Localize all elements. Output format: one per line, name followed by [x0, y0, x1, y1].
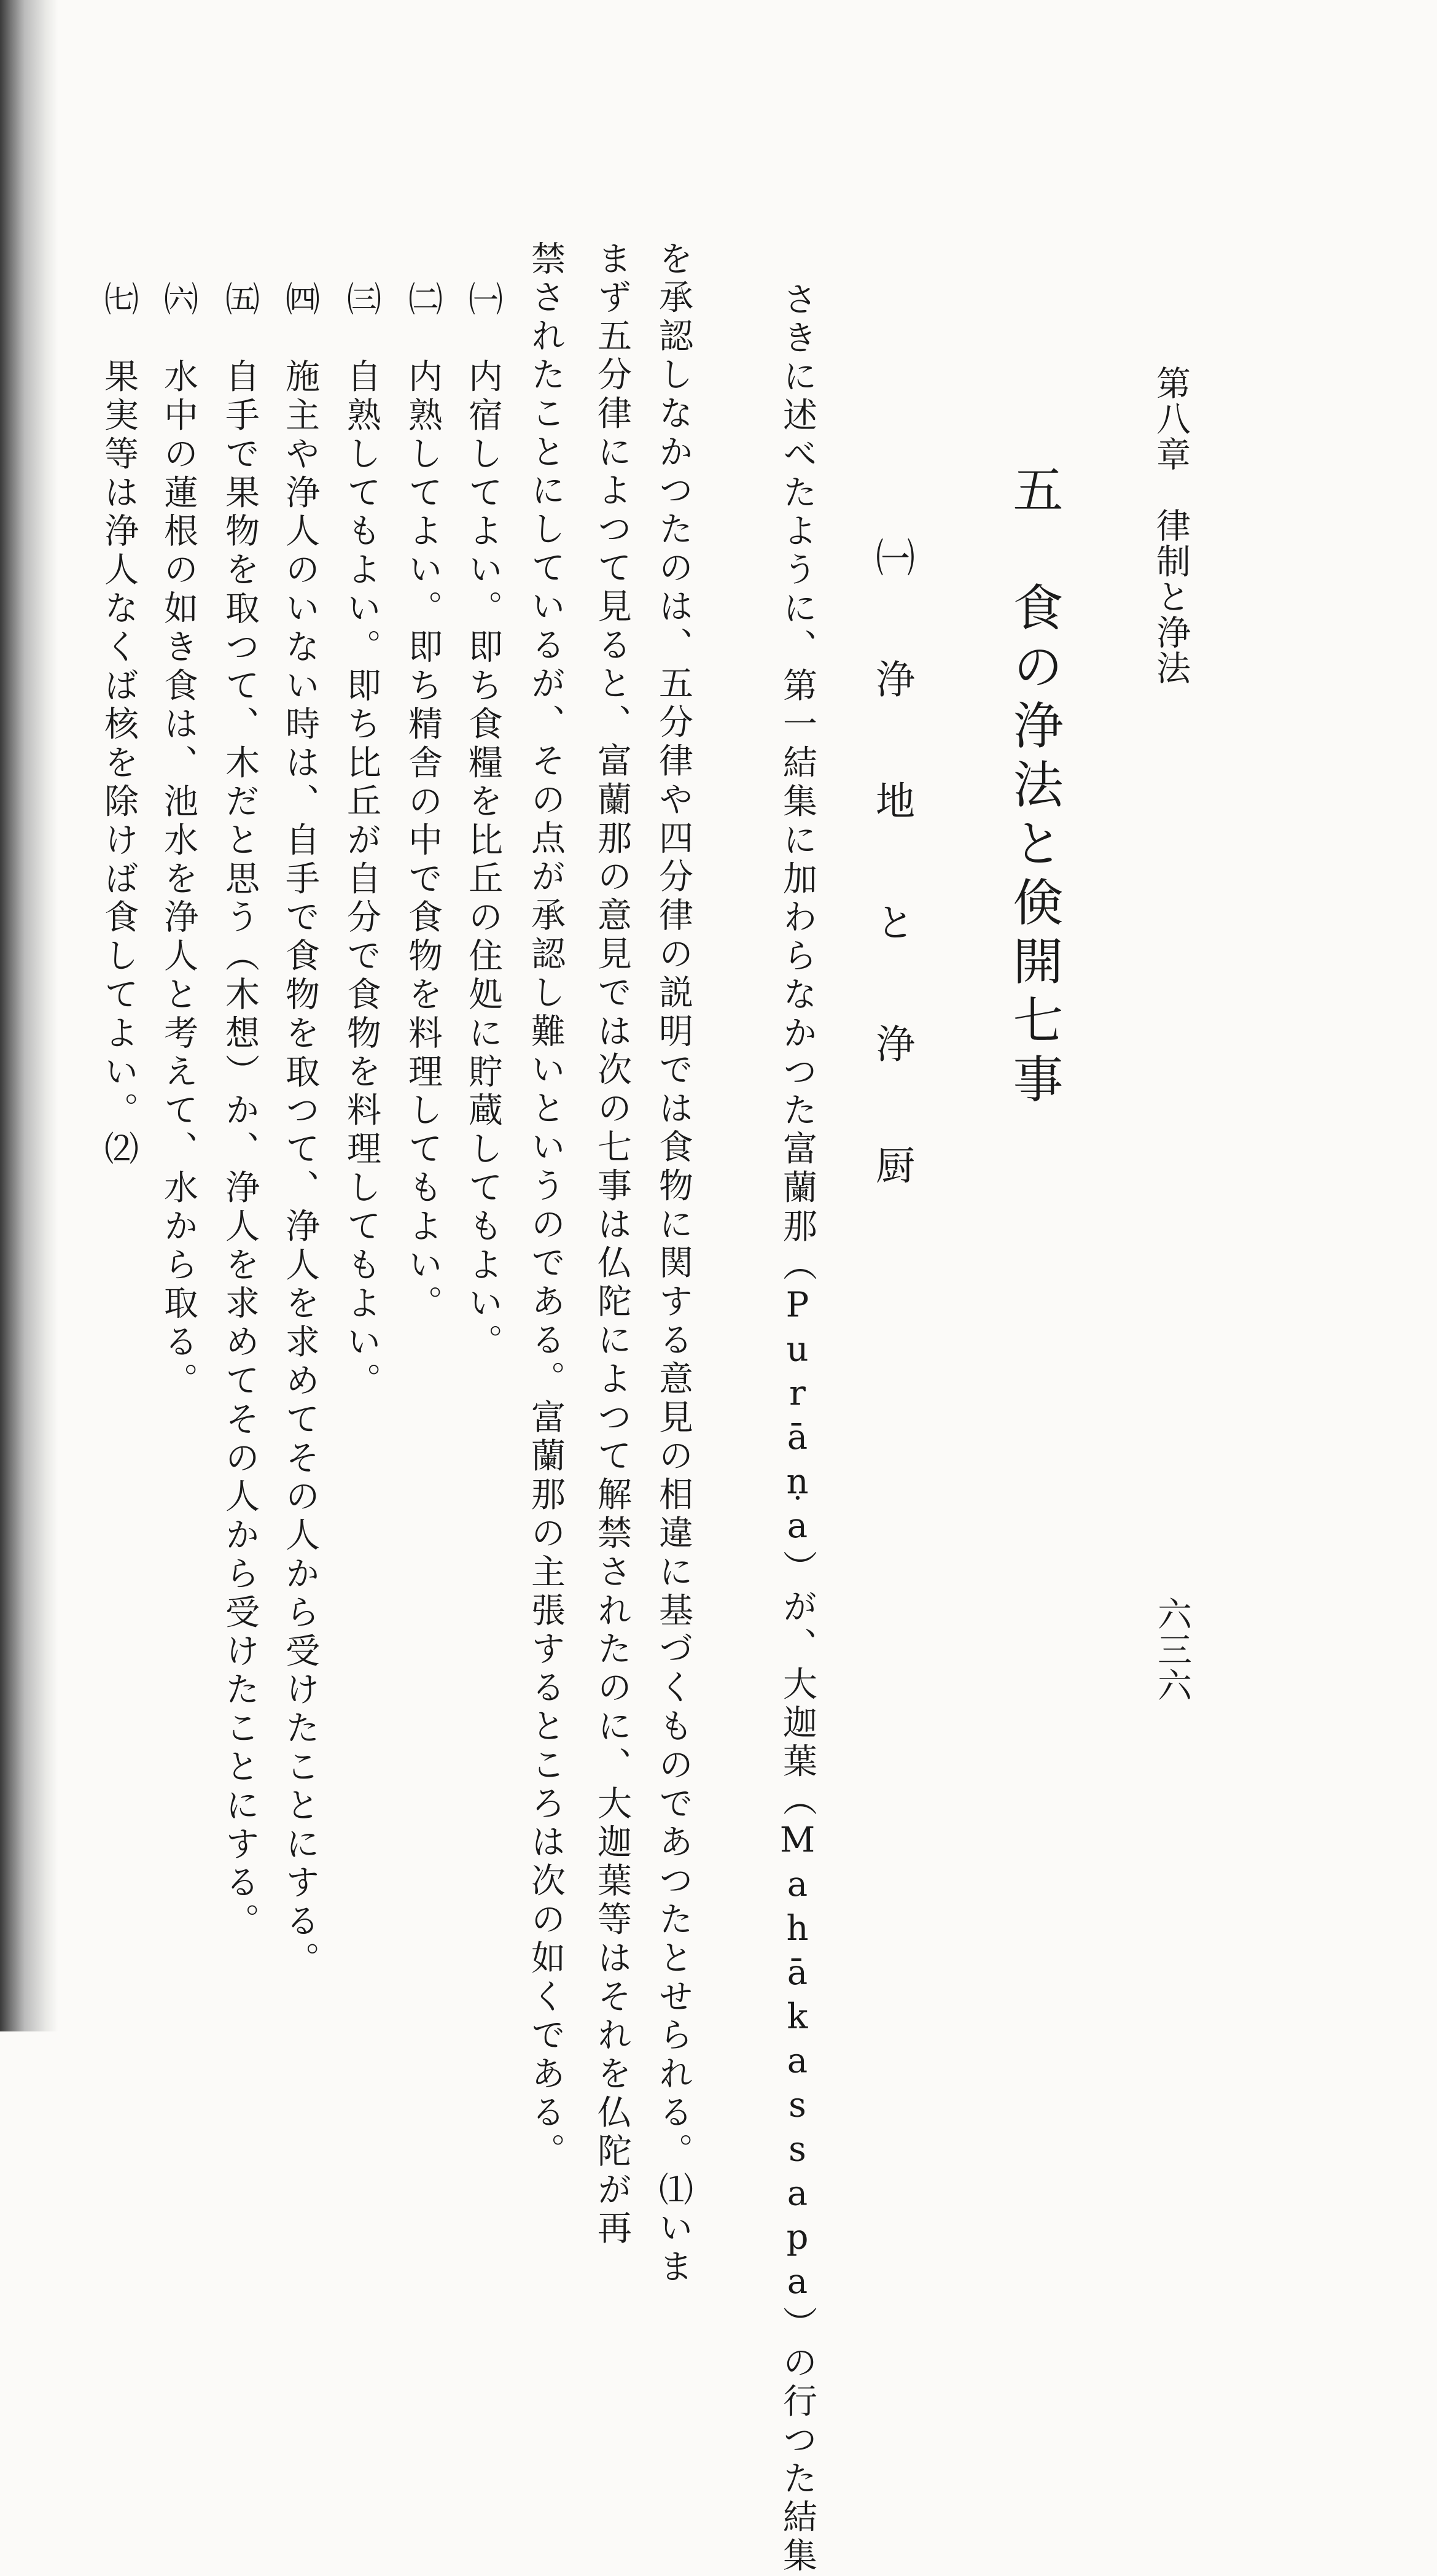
list-item-1: ㈠ 内宿してよい。即ち食糧を比丘の住処に貯蔵してもよい。	[463, 281, 503, 1363]
page-number: 六三六	[1152, 1596, 1192, 1703]
running-header-chapter: 第八章 律制と浄法	[1151, 365, 1191, 686]
list-item-5: ㈤ 自手で果物を取つて、木だと思う（木想）か、浄人を求めてその人から受けたことにする。	[220, 281, 260, 1942]
body-line-2: を承認しなかつたのは、五分律や四分律の説明では食物に関する意見の相違に基づくものであつたとせられる。⑴いま	[653, 241, 693, 2287]
list-item-7: ㈦ 果実等は浄人なくば核を除けば食してよい。⑵	[99, 281, 139, 1170]
list-item-2: ㈡ 内熟してよい。即ち精舎の中で食物を料理してもよい。	[403, 281, 443, 1324]
scan-gutter-shadow	[0, 0, 58, 2031]
section-title: 五 食の浄法と倹開七事	[1005, 464, 1063, 1112]
body-line-4: 禁されたことにしているが、その点が承認し難いというのである。富蘭那の主張するところは次の如くである。	[526, 241, 566, 2171]
list-item-4: ㈣ 施主や浄人のいない時は、自手で食物を取つて、浄人を求めてその人から受けたことにする。	[280, 281, 320, 1980]
list-item-3: ㈢ 自熟してもよい。即ち比丘が自分で食物を料理してもよい。	[341, 281, 381, 1402]
body-line-3: まず五分律によつて見ると、富蘭那の意見では次の七事は仏陀によつて解禁されたのに、大迦葉等はそれを仏陀が再	[592, 241, 632, 2249]
list-item-6: ㈥ 水中の蓮根の如き食は、池水を浄人と考えて、水から取る。	[158, 281, 198, 1402]
body-line-1: さきに述べたように、第一結集に加わらなかつた富蘭那（Purāṇa）が、大迦葉（Mahākassapa）の行つた結集	[777, 281, 817, 2576]
subsection-title: ㈠ 浄 地 と 浄 厨	[869, 537, 914, 1203]
